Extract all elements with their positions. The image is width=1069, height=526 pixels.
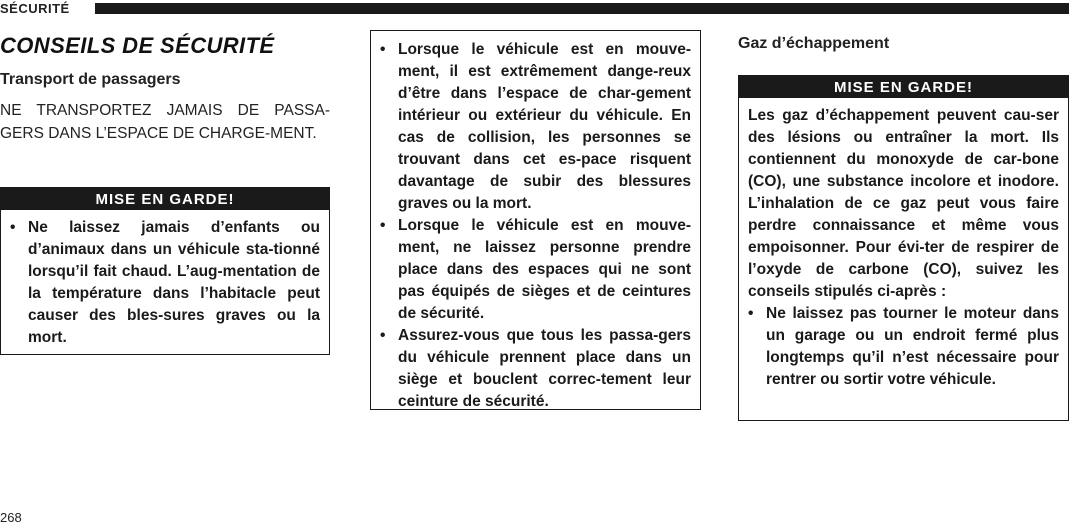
bullet-icon: • — [380, 327, 386, 344]
warning-list — [748, 303, 1059, 391]
warning-item-text: Ne laissez pas tourner le moteur dans un garage ou un endroit fermé plus longtemps qu’il n’est nécessaire pour rentrer ou sortir votre véhicule. — [766, 305, 1059, 388]
page-header — [0, 0, 1069, 20]
warning-item-text: Lorsque le véhicule est en mouve-ment, ne laissez personne prendre place dans des espaces qui ne sont pas équipés de sièges et de ceintures de sécurité. — [398, 217, 691, 322]
section-title: CONSEILS DE SÉCURITÉ — [0, 33, 275, 58]
warning-title: MISE EN GARDE! — [739, 76, 1068, 98]
body-text: NE TRANSPORTEZ JAMAIS DE PASSA-GERS DANS L’ESPACE DE CHARGE-MENT. — [0, 102, 330, 142]
subheading-gaz: Gaz d’échappement — [738, 35, 890, 52]
warning-body — [371, 31, 700, 413]
bullet-icon: • — [10, 219, 16, 236]
bullet-icon: • — [380, 217, 386, 234]
bullet-icon: • — [748, 305, 754, 322]
warning-item — [748, 303, 1059, 391]
warning-title: MISE EN GARDE! — [1, 188, 329, 210]
warning-box-enfants — [0, 187, 330, 355]
warning-body — [739, 98, 1068, 391]
warning-paragraph: Les gaz d’échappement peuvent cau-ser des lésions ou entraîner la mort. Ils contiennent du monoxyde de car-bone (CO), une substance incolore et inodore. L’inhalation de ce gaz peut vous faire perdre connaissance et même vous empoisonner. Pour évi-ter de respirer de l’oxyde de carbone (CO), suivez les conseils stipulés ci-après : — [748, 107, 1059, 300]
header-rule — [95, 3, 1069, 14]
bullet-icon: • — [380, 41, 386, 58]
warning-list — [380, 39, 691, 413]
warning-box-continued — [370, 30, 701, 410]
warning-item-text: Assurez-vous que tous les passa-gers du véhicule prennent place dans un siège et bouclent correc-tement leur ceinture de sécurité. — [398, 327, 691, 410]
warning-list — [10, 217, 320, 349]
page-number: 268 — [0, 510, 22, 525]
section-label: SÉCURITÉ — [0, 1, 70, 16]
warning-item-text: Ne laissez jamais d’enfants ou d’animaux dans un véhicule sta-tionné lorsqu’il fait chaud. L’aug-mentation de la température dans l’habitacle peut causer des bles-sures graves ou la mort. — [28, 219, 320, 346]
warning-body — [1, 210, 329, 349]
warning-item — [380, 215, 691, 325]
warning-item-text: Lorsque le véhicule est en mouve-ment, il est extrêmement dange-reux d’être dans l’espace de char-gement intérieur ou extérieur du véhicule. En cas de collision, les personnes se trouvant dans cet es-pace risquent davantage de subir des blessures graves ou la mort. — [398, 41, 691, 212]
warning-box-gaz — [738, 75, 1069, 421]
warning-item — [10, 217, 320, 349]
warning-item — [380, 39, 691, 215]
warning-item — [380, 325, 691, 413]
subheading-passagers: Transport de passagers — [0, 71, 181, 88]
